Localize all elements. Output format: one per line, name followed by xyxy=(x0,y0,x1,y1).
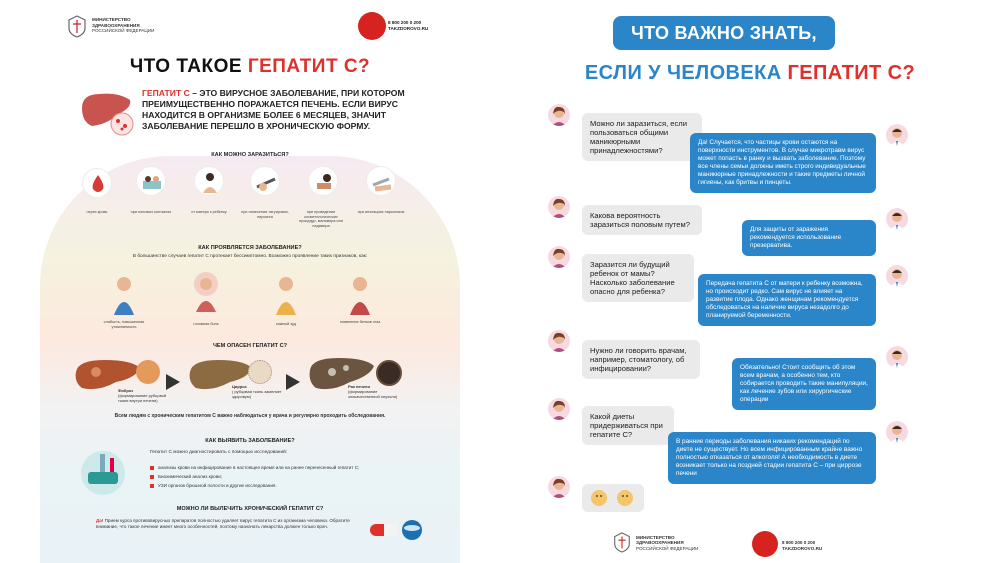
transmission-label: от матери к ребенку xyxy=(191,210,227,214)
arrow-right-icon xyxy=(286,374,300,390)
diagnosis-item: УЗИ органов брюшной полости и другие исследования. xyxy=(150,483,277,488)
doctor-avatar xyxy=(886,421,908,443)
footer-ministry-name xyxy=(636,535,698,552)
patient-avatar xyxy=(548,476,570,498)
hotline-phone: 8 800 200 0 200 xyxy=(388,20,422,25)
title-highlight: ГЕПАТИТ С? xyxy=(247,56,371,77)
doctor-avatar xyxy=(886,208,908,230)
transmission-label: через кровь xyxy=(86,210,108,214)
intro-text: – ЭТО ВИРУСНОЕ ЗАБОЛЕВАНИЕ, ПРИ КОТОРОМ ПРЕИМУЩЕСТВЕННО ПОРАЖАЕТСЯ ПЕЧЕНЬ. ЕСЛИ ВИРУС НАХОДИТСЯ В ОРГАНИЗМЕ БОЛЕЕ 6 МЕСЯЦЕВ, ЗНАЧИТ ЗАБОЛЕВАНИЕ ПЕРЕШЛО В ХРОНИЧЕСКУЮ ФОРМУ. xyxy=(142,88,405,131)
diagnosis-item: анализы крови на инфицирование в настоящее время или на ранее перенесенный гепатит С; xyxy=(150,465,359,470)
patient-avatar xyxy=(548,246,570,268)
treatment-body: Прием курса противовирусных препаратов полностью удаляет вирус гепатита С из организма человека. Обратите внимание, что такое лечение имеет много особенностей, поэтому назначать лекарства должен только врач. xyxy=(96,518,350,529)
ministry-line: РОССИЙСКОЙ ФЕДЕРАЦИИ xyxy=(92,28,155,33)
smile-emoji-icon xyxy=(617,490,633,506)
question-bubble: Какой диеты придерживаться при гепатите С? xyxy=(582,406,674,445)
answer-bubble: В ранние периоды заболевания никаких рекомендаций по диете не существует. Но всем инфицированным крайне важно полностью отказаться от алкоголя! А необходимость в диете возникает только на поздней стадии гепатита С – при циррозе печени xyxy=(668,432,876,484)
mother-child-icon xyxy=(194,166,224,196)
transmission-label: при проведении косметологических процедур, маникюра или педикюра xyxy=(299,210,343,228)
ministry-emblem-icon xyxy=(612,531,632,553)
page-title xyxy=(0,56,500,78)
ministry-line: ЗДРАВООХРАНЕНИЯ xyxy=(92,22,140,28)
section-title-treatment: МОЖНО ЛИ ВЫЛЕЧИТЬ ХРОНИЧЕСКИЙ ГЕПАТИТ С? xyxy=(176,506,324,512)
question-bubble: Какова вероятность заразиться половым путем? xyxy=(582,205,702,235)
section-title-symptoms: КАК ПРОЯВЛЯЕТСЯ ЗАБОЛЕВАНИЕ? xyxy=(198,245,302,251)
section-title-diagnosis: КАК ВЫЯВИТЬ ЗАБОЛЕВАНИЕ? xyxy=(205,438,295,444)
title-part: ЧТО ТАКОЕ xyxy=(129,56,248,77)
treatment-yes: Да! xyxy=(96,518,104,523)
symptoms-intro: В большинстве случаев гепатит С протекает бессимптомно. Возможно проявление таких признаков, как: xyxy=(132,254,368,259)
intro-highlight: ГЕПАТИТ С xyxy=(142,88,190,98)
emoji-bubble xyxy=(582,484,644,512)
headache-figure-icon xyxy=(188,272,224,312)
lab-test-icon xyxy=(78,448,128,498)
stage-desc: ( рубцовая ткань заменяет здоровую) xyxy=(232,389,282,399)
treatment-text xyxy=(96,518,361,530)
cirrhosis-tissue-icon xyxy=(248,360,272,384)
hotline-site: TAKZDOROVO.RU xyxy=(388,26,429,31)
pills-icon xyxy=(368,514,426,544)
qa-title-part: ЕСЛИ У ЧЕЛОВЕКА xyxy=(584,62,788,84)
takzdorovo-logo-icon xyxy=(358,12,386,40)
footer-hotline xyxy=(782,540,822,551)
hepatitis-qa-poster xyxy=(500,0,1000,563)
symptom-label: кожный зуд xyxy=(275,322,296,326)
tattoo-icon xyxy=(250,166,280,196)
ministry-name xyxy=(92,17,172,34)
qa-title xyxy=(500,62,1000,85)
monitoring-note: Всем людям с хроническим гепатитом С важно наблюдаться у врача и регулярно проходить обследования. xyxy=(114,413,386,419)
patient-avatar xyxy=(548,196,570,218)
hotline-site: TAKZDOROVO.RU xyxy=(782,545,823,551)
stage-cancer-label xyxy=(348,384,404,399)
symptom-label: появление белков глаз xyxy=(339,320,381,324)
doctor-avatar xyxy=(886,124,908,146)
takzdorovo-logo-icon xyxy=(752,531,778,557)
diagnosis-intro: Гепатит С можно диагностировать с помощью исследований: xyxy=(150,450,288,455)
qa-title-banner: ЧТО ВАЖНО ЗНАТЬ, xyxy=(613,16,835,50)
injection-icon xyxy=(366,166,396,196)
cancer-tissue-icon xyxy=(376,360,402,386)
ministry-line: МИНИСТЕРСТВО xyxy=(92,17,131,22)
answer-bubble: Обязательно! Стоит сообщить об этом всем врачам, а особенно тем, кто собирается проводить такие манипуляции, как лечение зубов или хирургические операции xyxy=(732,358,876,410)
stage-fibrosis-label xyxy=(118,388,174,403)
patient-avatar xyxy=(548,398,570,420)
stage-desc: (формирование рубцовой ткани внутри печени) xyxy=(118,393,167,403)
itching-figure-icon xyxy=(268,275,304,315)
answer-bubble: Передача гепатита С от матери к ребенку возможна, но происходит редко. Сам вирус не влияет на развитие плода. Однако женщинам рекомендуется обследоваться на наличие вируса незадолго до планируемой беременности. xyxy=(698,274,876,326)
answer-bubble: Да! Случается, что частицы крови остаются на поверхности инструментов. В случае микротравм вирус может попасть в ранку и вызвать заболевание. Поэтому все члены семьи должны иметь строго индивидуальные маникюрные принадлежности и такие предметы личной гигиены, как бритвы и пинцеты. xyxy=(690,133,876,193)
qa-title-highlight: ГЕПАТИТ С? xyxy=(787,62,916,84)
doctor-avatar xyxy=(886,265,908,287)
section-title-transmission: КАК МОЖНО ЗАРАЗИТЬСЯ? xyxy=(211,152,289,158)
couple-icon xyxy=(136,166,166,196)
ministry-line: РОССИЙСКОЙ ФЕДЕРАЦИИ xyxy=(636,545,699,551)
transmission-label: при инъекциях наркотиков xyxy=(357,210,405,214)
smile-emoji-icon xyxy=(591,490,607,506)
manicure-icon xyxy=(308,166,338,196)
diagnosis-item: Биохимический анализ крови; xyxy=(150,474,222,479)
transmission-label: при нанесении татуировок, пирсинга xyxy=(241,210,289,219)
blood-drop-icon xyxy=(82,168,112,198)
stage-cirrhosis-label xyxy=(232,384,288,399)
symptom-label: слабость, повышенная утомляемость xyxy=(103,320,145,329)
stage-name: Фиброз xyxy=(118,388,134,393)
fibrosis-tissue-icon xyxy=(136,360,160,384)
poster-header xyxy=(66,12,434,42)
question-bubble: Заразится ли будущий ребенок от мамы? Насколько заболевание опасно для ребенка? xyxy=(582,254,694,302)
ministry-emblem-icon xyxy=(66,14,88,38)
question-bubble: Можно ли заразиться, если пользоваться общими маникюрными принадлежностями? xyxy=(582,113,702,161)
weakness-figure-icon xyxy=(106,275,142,315)
stage-name: Рак печени xyxy=(348,384,370,389)
section-title-danger: ЧЕМ ОПАСЕН ГЕПАТИТ С? xyxy=(212,343,288,349)
ministry-line: ЗДРАВООХРАНЕНИЯ xyxy=(636,540,684,545)
question-bubble: Нужно ли говорить врачам, например, стоматологу, об инфицировании? xyxy=(582,340,700,379)
ministry-line: МИНИСТЕРСТВО xyxy=(636,534,675,540)
hotline-phone: 8 800 200 0 200 xyxy=(782,540,816,545)
stage-name: Цирроз xyxy=(232,384,247,389)
patient-avatar xyxy=(548,104,570,126)
yellow-eyes-figure-icon xyxy=(342,275,378,315)
hotline-info xyxy=(388,20,434,32)
answer-bubble: Для защиты от заражения рекомендуется использование презерватива. xyxy=(742,220,876,256)
liver-icon xyxy=(78,88,134,138)
transmission-label: при половых контактах xyxy=(130,210,172,214)
doctor-avatar xyxy=(886,346,908,368)
stage-desc: (формирование злокачественной опухоли) xyxy=(348,389,398,399)
patient-avatar xyxy=(548,330,570,352)
intro-paragraph xyxy=(142,88,422,132)
symptom-label: головная боль xyxy=(193,322,219,326)
